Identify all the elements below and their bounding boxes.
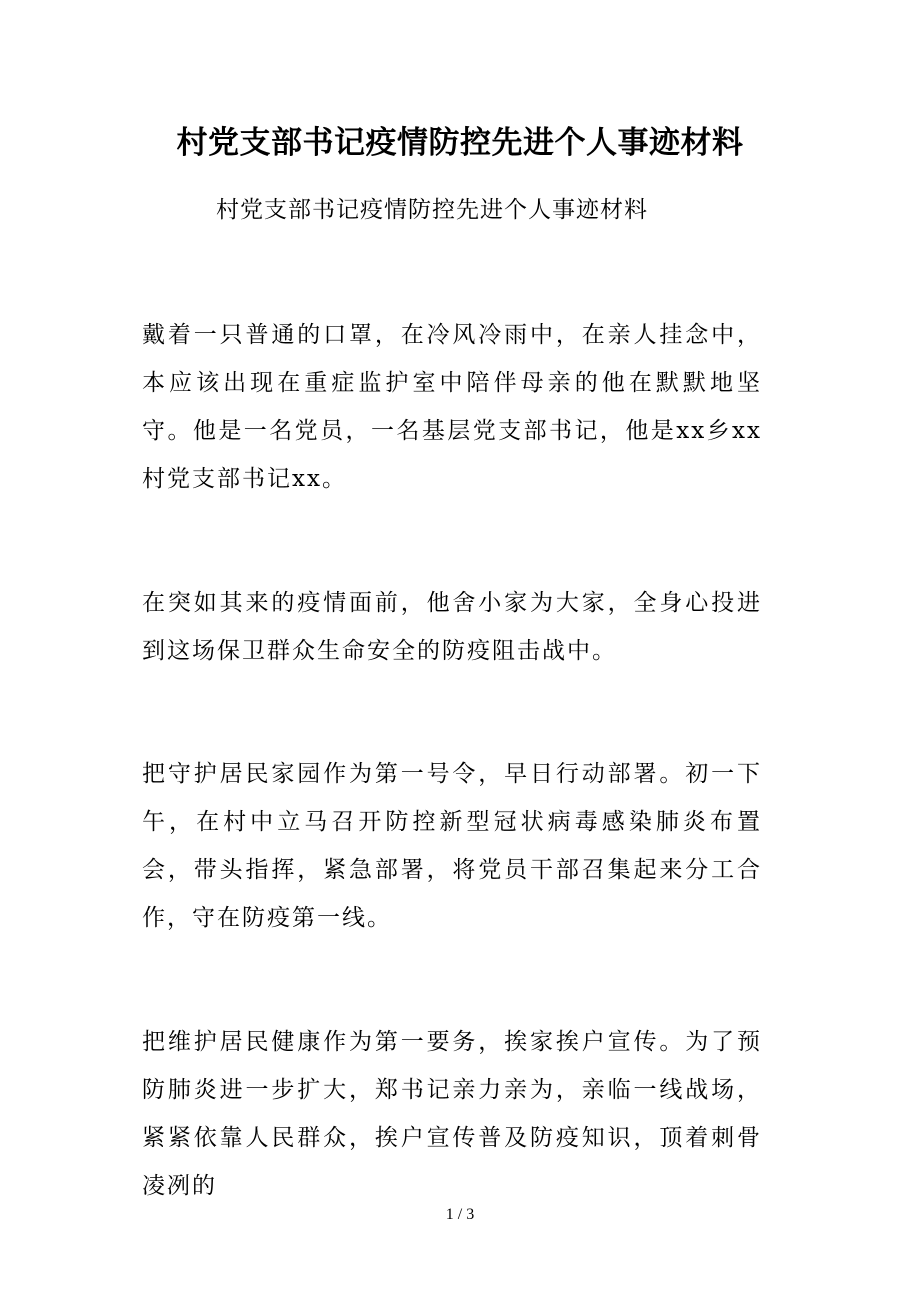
document-title: 村党支部书记疫情防控先进个人事迹材料: [176, 125, 744, 161]
paragraph-2: 在突如其来的疫情面前，他舍小家为大家，全身心投进到这场保卫群众生命安全的防疫阻击战中。: [142, 590, 762, 664]
document-subtitle: 村党支部书记疫情防控先进个人事迹材料: [216, 197, 648, 223]
paragraph-4: 把维护居民健康作为第一要务，挨家挨户宣传。为了预防肺炎进一步扩大，郑书记亲力亲为，亲临一线战场，紧紧依靠人民群众，挨户宣传普及防疫知识，顶着刺骨凌冽的: [142, 1029, 762, 1199]
paragraph-1: 戴着一只普通的口罩，在冷风冷雨中，在亲人挂念中，本应该出现在重症监护室中陪伴母亲的他在默默地坚守。他是一名党员，一名基层党支部书记，他是xx乡xx村党支部书记xx。: [142, 322, 762, 492]
paragraph-3: 把守护居民家园作为第一号令，早日行动部署。初一下午，在村中立马召开防控新型冠状病毒感染肺炎布置会，带头指挥，紧急部署，将党员干部召集起来分工合作，守在防疫第一线。: [142, 761, 762, 931]
page-number: 1 / 3: [445, 1206, 475, 1223]
